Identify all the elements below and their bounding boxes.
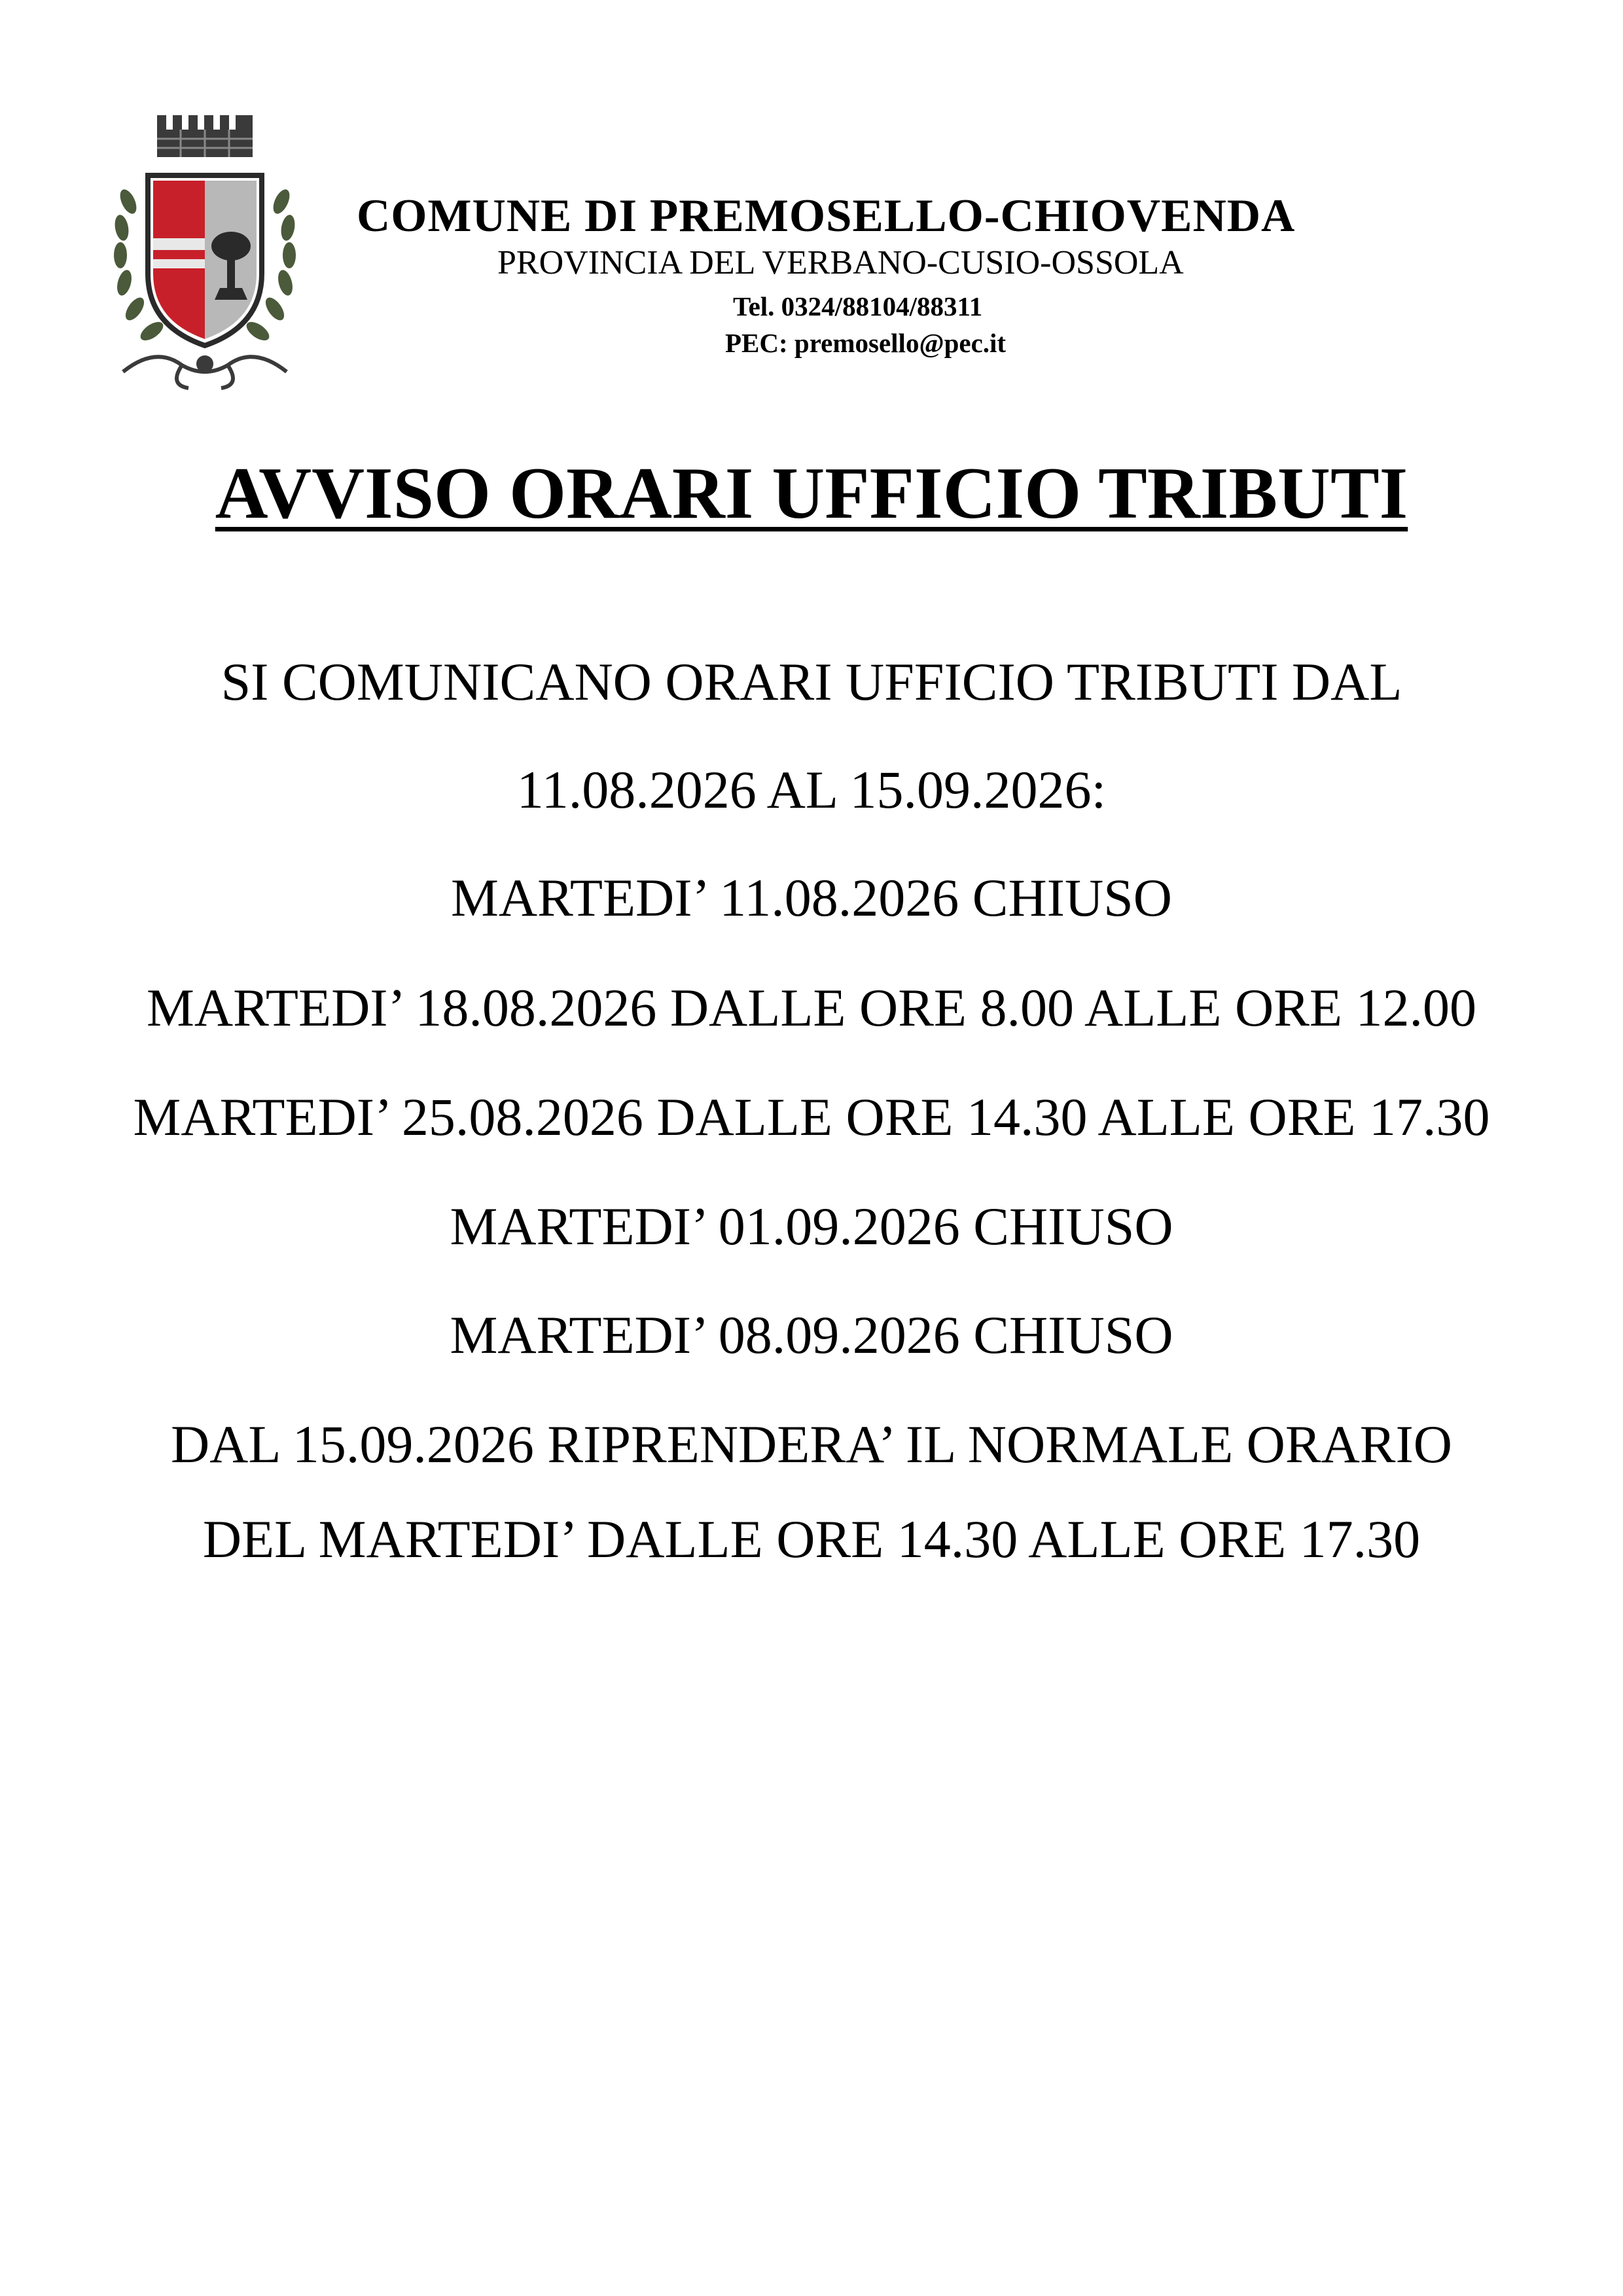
province-name: PROVINCIA DEL VERBANO-CUSIO-OSSOLA — [497, 244, 1184, 281]
schedule-line: MARTEDI’ 25.08.2026 DALLE ORE 14.30 ALLE ORE 17.30 — [133, 1087, 1490, 1147]
intro-line-1: SI COMUNICANO ORARI UFFICIO TRIBUTI DAL — [221, 652, 1402, 711]
closing-line-1: DAL 15.09.2026 RIPRENDERA’ IL NORMALE ORARIO — [170, 1414, 1453, 1474]
shield-icon — [148, 175, 262, 346]
schedule-line: MARTEDI’ 18.08.2026 DALLE ORE 8.00 ALLE ORE 12.00 — [147, 978, 1476, 1037]
schedule-line: MARTEDI’ 08.09.2026 CHIUSO — [450, 1305, 1173, 1365]
crown-icon — [157, 115, 253, 157]
ribbon-icon — [123, 357, 287, 388]
notice-title-container — [0, 452, 1623, 536]
phone-number: Tel. 0324/88104/88311 — [733, 291, 983, 321]
coat-of-arms-icon — [97, 110, 313, 391]
schedule-line: MARTEDI’ 01.09.2026 CHIUSO — [450, 1196, 1173, 1256]
closing-line-2: DEL MARTEDI’ DALLE ORE 14.30 ALLE ORE 17.30 — [202, 1509, 1421, 1569]
schedule-line: MARTEDI’ 11.08.2026 CHIUSO — [450, 868, 1173, 927]
municipality-name: COMUNE DI PREMOSELLO-CHIOVENDA — [357, 190, 1296, 242]
notice-title: AVVISO ORARI UFFICIO TRIBUTI — [215, 453, 1408, 534]
pec-email: PEC: premosello@pec.it — [725, 328, 1007, 358]
intro-line-2: 11.08.2026 AL 15.09.2026: — [516, 760, 1107, 819]
